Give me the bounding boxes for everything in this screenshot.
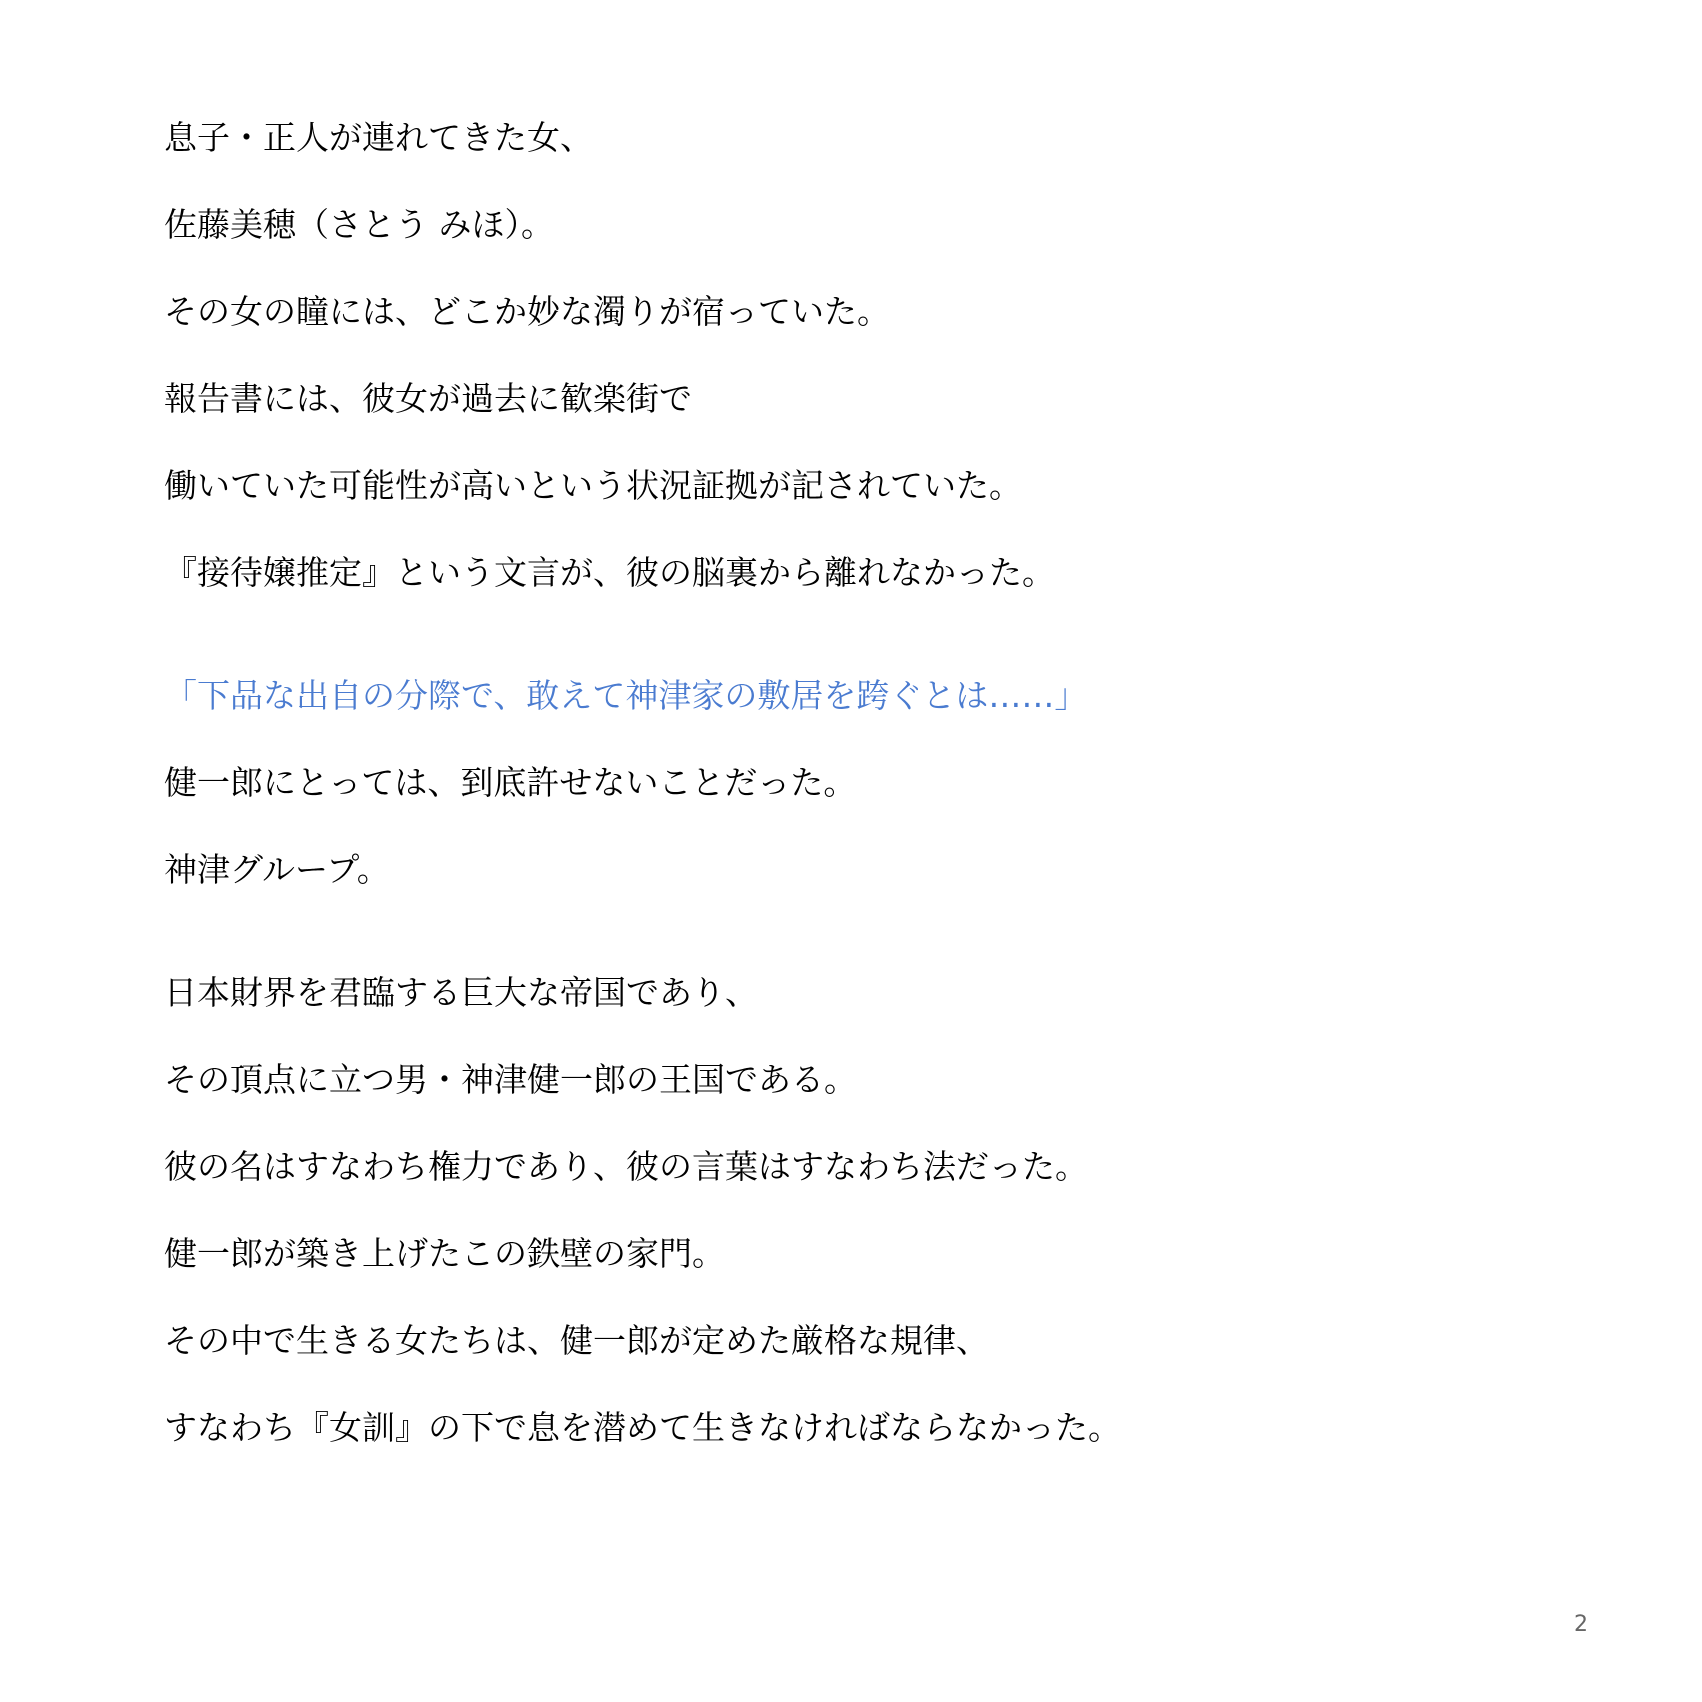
text-line-4: 報告書には、彼女が過去に歓楽街で — [164, 379, 692, 418]
text-line-13: 健一郎が築き上げたこの鉄壁の家門。 — [164, 1234, 725, 1273]
text-line-10: 日本財界を君臨する巨大な帝国であり、 — [164, 973, 758, 1012]
text-line-3: その女の瞳には、どこか妙な濁りが宿っていた。 — [164, 292, 890, 331]
text-line-8: 健一郎にとっては、到底許せないことだった。 — [164, 763, 857, 802]
text-line-2: 佐藤美穂（さとう みほ）。 — [164, 205, 554, 244]
text-line-12: 彼の名はすなわち権力であり、彼の言葉はすなわち法だった。 — [164, 1147, 1088, 1186]
text-line-1: 息子・正人が連れてきた女、 — [164, 118, 593, 157]
body-text — [164, 118, 1544, 1495]
text-line-5: 働いていた可能性が高いという状況証拠が記されていた。 — [164, 466, 1022, 505]
dialogue-line: 「下品な出自の分際で、敢えて神津家の敷居を跨ぐとは……」 — [164, 676, 1088, 715]
text-line-11: その頂点に立つ男・神津健一郎の王国である。 — [164, 1060, 857, 1099]
page-number: 2 — [1574, 1612, 1588, 1637]
text-line-6: 『接待嬢推定』という文言が、彼の脳裏から離れなかった。 — [164, 553, 1055, 592]
text-line-14: その中で生きる女たちは、健一郎が定めた厳格な規律、 — [164, 1321, 989, 1360]
text-line-9: 神津グループ。 — [164, 850, 390, 889]
text-line-15: すなわち『女訓』の下で息を潜めて生きなければならなかった。 — [164, 1408, 1121, 1447]
